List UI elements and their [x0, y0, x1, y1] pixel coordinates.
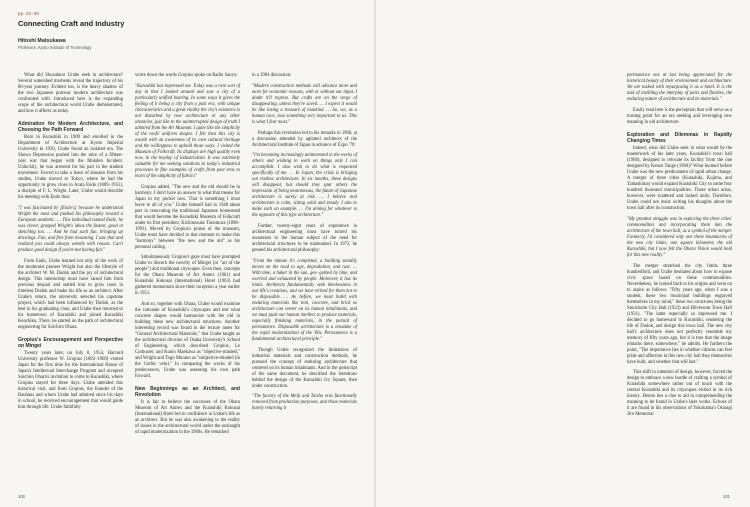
left-column-2: [135, 73, 240, 440]
block-quote: "My greatest struggle was in exploring the three cities' commonalities and incorporating them into the architecture of the town hall, as a symbol of the merger. Formerly, I'd considered only one these boundaries of the new city limits, one square kilometer, the old Kurashiki, but I now felt the Ohara Vision would hold for this new reality.": [627, 216, 732, 258]
paragraph: The merger stretched the city limits three hundredfold, and Urabe hesitated about how to expose civic space based on these commonalities. Nevertheless, he looked back to his origins and went on to aspire as follows: "Fifty years ago, when I was a student, these two municipal buildings engraved themselves in my mind," these two structures being the Stockholm City Hall (1923) and Hilversum Town Hall (1931). "The latter especially so impressed me. I decided to go homeward to Kurashiki, rendering the life of Dudok, and design this town hall. The new city hall's architecture does not perfectly resemble my memory of fifty years ago, but it is true that the image remains there, somewhere," he admits. He furthers the point, "The importance lies in whether citizens can feel pride and affection in this new city hall they themselves have built, and whether that will last.": [627, 263, 732, 365]
paragraph: What did Shozaburo Urabe seek in architecture? Several watershed moments reveal the trajectory of his 80-year journey. Evident too, is the heavy shadow of the two Japanese postwar modern architecture was confronted with. Introduced here is the expanding scope of the architectural world Urabe demonstrated, and how it affects us today.: [18, 73, 123, 114]
block-quote: "I was fascinated by [Endo's] because he understood Wright the most and pushed his philosophy toward a European aesthetic. … This individual named Endo, he was clever, grasped Wright's ideas the fastest, good at sketching too. … And he had such fun, bringing up drawings. Fun, and free from reasoning. I saw that and realized you could always wrestle with reason. Can't produce good design if you're not having fun.": [18, 205, 123, 253]
paragraph: Gropius added, "The new and the old should be in harmony. I don't have an answer to what that means for Japan in my pocket now. That is something I must leave to all of you." Urabe himself had in 1948 taken part in renovating the traditional Japanese homestead that would become the Kurashiki Museum of Folkcraft under its first president, Kichinosuke Tonomura (1898–1993). Moved by Gropius's praise of the museum, Urabe must have decided in that moment to make this "harmony" between "the new and the old" as his personal calling.: [135, 184, 240, 250]
section-heading: Gropius's Encouragement and Perspective on Mingei: [18, 336, 123, 350]
block-quote: "The factory of the Meiji and Taisho eras functionally removed from production purposes, and those materials barely returning it: [252, 394, 357, 411]
block-quote: "Modern construction methods will advance more and more for economic reasons, with or without our input. I doubt it'll regress. But crafts are on the verge of disappearing, unless they're saved. … I expect it would be like losing a treasure of mankind. … So, we, as a human race, lose something very important to us. This is what I fear most.": [252, 83, 357, 125]
right-page: [375, 0, 750, 507]
block-quote: "From the minute it's completed, a building steadily moves on the road to age, degradation, and rust. … With time, a baker in the sun, ges- gothed by time, and worried and exhausted by people. Moreover, it has its limits. Architects fundamentally seek timelessness in our life's creations, and we have strived for them not to be disposable. … As before, we must build with enduring materials like iron, concrete, and brick so architecture can center on its human inhabitants, and we must push our human intellect to produce materials, especially finishing materials, in the pursuit of permanence. Disposable architecture is a misstake of the rapid modernization of the '60s. Permanence is a fundamental architectural principle.": [252, 258, 357, 342]
page-number-right: 101: [723, 494, 730, 499]
left-column-1: [18, 73, 123, 416]
paragraph: This shift in intention of design, however, forced the design to embrace a new hurdle of crafting a symbol of Kurashiki somewhere rather out of touch with the central Kurashiki and its cityscapes etched in its rich history. Herein lies a clue to aid in comprehending the meaning to be found in Urabe's later works. Echoes of it are found in his observations of Yokohama's Osaragi Jiro Memorial: [627, 370, 732, 418]
paragraph: Further, twenty-eight years of experience in architectural engineering must have turned his awareness to the human subject of the need for architectural structures to be maintained. In 1973, he penned his architectural philosophy:: [252, 224, 357, 253]
paragraph: Easily read here is the perception that will serve as a turning point for an era seeking and leveraging new meaning in old architecture.: [627, 108, 732, 125]
paragraph: It is fair to believe the successes of the Ohara Museum of Art Annex and the Kurashiki Kokusai (International) Hotel led to confidence in Urabe's life as an architect. But he was also awakening to the reality of losses in the architectural world under the onslaught of rapid modernization in the 1960s. He remarked: [135, 399, 240, 435]
section-heading: Admiration for Modern Architecture, and Choosing the Path Forward: [18, 121, 123, 134]
block-quote: "I'm becoming increasingly uninterested in the works of others and wishing to work on things only I can accomplish. I also wish to do what is requested specifically of me. … In Japan, the crisis is bringing out restless architecture. In six months, these designs will disappear, but should they spur others the impression of being monotonous, the future of Japanese architecture is surely at risk. … I believe real architecture is calm, sitting solid and steady. I aim to make such an example. … I'm aiming for whatever is the opposite of this type architecture.": [252, 153, 357, 218]
paragraph: Twenty years later, on July 8, 1954, Harvard University professor W. Gropius (1883–1969) visited Japan for the first time for the International House of Japan's Intellectual Interchange Program and accepted Soichiro Ohara's invitation to come to Kurashiki, where Gropius stayed for three days. Urabe attended this historical visit, and from Gropius, the founder of the Bauhaus and whom Urabe had admired since his days in school, he received encouragement that would guide him through life. Urabe faithfully: [18, 351, 123, 411]
paragraph: From Endo, Urabe learned not only of the work of the modernist pioneer Wright but also the lifestyle of the architect W. M. Dudok and the joy of architectural design. This mentorship must have raised him from previous despair and settled him to grow roots in timeless Dudok and make his life as an architect. After Urabe's return, the university selected his capstone project, which had been influenced by Dudok, as the best in his graduating class, and Urabe then returned to his hometown of Kurashiki and joined Kurashiki Kenchiku. There, he started on the path of architectural engineering for Soichiro Ohara.: [18, 258, 123, 330]
paragraph: Born in Kurashiki in 1909 and enrolled in the Department of Architecture at Kyoto Imperial University in 1930, Urabe found an isolated era. The Showa Depression pushed into the mire of a fifteen-year war that began with the Mukden Incident. Unluckily, he was arrested for his part in the student movement. Forced to take a leave of absence from his studies, Urabe moved to Tokyo, where he had the opportunity to grow close to Arata Endo (1889–1951), a disciple of F. L. Wright. Later, Urabe would describe his meeting with Endo thus:: [18, 135, 123, 201]
page-number-left: 100: [18, 494, 25, 499]
paragraph: Simultaneously Gropius's gaze must have prompted Urabe to discern the novelty of Mingei (or "art of the people") and traditional cityscapes. Even then, concepts for the Ohara Museum of Art Annex (1961) and Kurashiki Kokusai (International) Hotel (1963) had gathered momentum since their inception a year earlier in 1951.: [135, 255, 240, 296]
section-heading: Exploration and Dilemmas in Rapidly Changing Times: [627, 132, 732, 145]
author-affiliation: Professor, Kyoto Institute of Technology: [18, 45, 92, 50]
block-quote: "Kurashiki has impressed me. Today was a rare sort of day in that I looked around and saw a city of a particularly unified bearing. In some ways it gives the feeling of it being a city from a past era, with unique characteristics and a great vitality the city's existence is not disturbed by new architecture or any other obstacles, just like to the uninterrupted design of truth I admired from the Art Museum. I quite like the simplicity of the roofs' uniform shapes. I felt then this city is awash with an awareness of its own cultural heritage and the willingness to uphold those ways. I visited the Museum of Folkcraft. Its displays are high quality even now, in the heyday of industrialism. It was extremely valuable for me seeking solutions to today's industrial processes in fine examples of crafts from past eras to learn of the simplicity of fabrics": [135, 83, 241, 179]
section-heading: New Beginnings as an Architect, and Revolution: [135, 385, 240, 398]
paragraph: Indeed, what did Urabe seek in what would be the masterwork of his later years, Kurashiki's town hall (1980), designed to relocate its facility from the one designed by Kenzo Tange (1960)? What loomed before Urabe was the new predicament of rapid urban change. A merger of three cities (Kurashiki, Kojima, and Tamashima) would expand Kurashiki City to some four hundred thousand municipalities. These urban areas, however, were scattered and lacked unity. Therefore, Urabe could not resist writing his thoughts about the town hall after its construction.: [627, 146, 732, 212]
right-column-3: [627, 73, 732, 423]
left-column-3: [252, 73, 357, 417]
block-quote: permanence one at last being appreciated for the historical beauty of their environment and architecture. We are tasked with repurposing it as a hotel. It is the task of instilling the interplay of parts and finishes, the enduring nature of architecture and its materials.": [627, 73, 732, 102]
paragraph: Perhaps this revelation led to his remarks in 1968, at a discussion attended by agitated architects of the Architectural Institute of Japan in advance of Expo '70:: [252, 130, 357, 148]
running-head: pp. 22–38: [18, 11, 39, 16]
paragraph: Though Urabe recognized the limitations of industrial materials and construction methods, he pursued the concept of enduring architecture that centered on its human inhabitants. And in the postscript of the same document, he described the intentions behind the design of the Kurashiki Ivy Square, then under construction.: [252, 347, 357, 389]
chapter-title: Connecting Craft and Industry: [18, 19, 125, 28]
paragraph: wrote down the words Gropius spoke on Radio Sanyo:: [135, 73, 238, 78]
author-name: Hitoshi Matsukawa: [18, 38, 66, 44]
paragraph: And so, together with Ohara, Urabe would examine the rationale of Kurashiki's cityscapes and test what concrete shapes would harmonize with the old in building these new architectural structures. Another interesting record was found in the lecture notes for "General Architectural Materials," that Urabe taught as the architectural division of Osaka University's School of Engineering, which described Gropius, Le Corbusier, and Kunio Maekawa as "objective-minded," and Wright and Togo Murano as "subjective-minded (in the Gothic vein)." In comparing the works of his predecessors, Urabe was assessing his own path forward.: [135, 301, 240, 379]
paragraph: in a 1984 discussion:: [252, 73, 292, 78]
